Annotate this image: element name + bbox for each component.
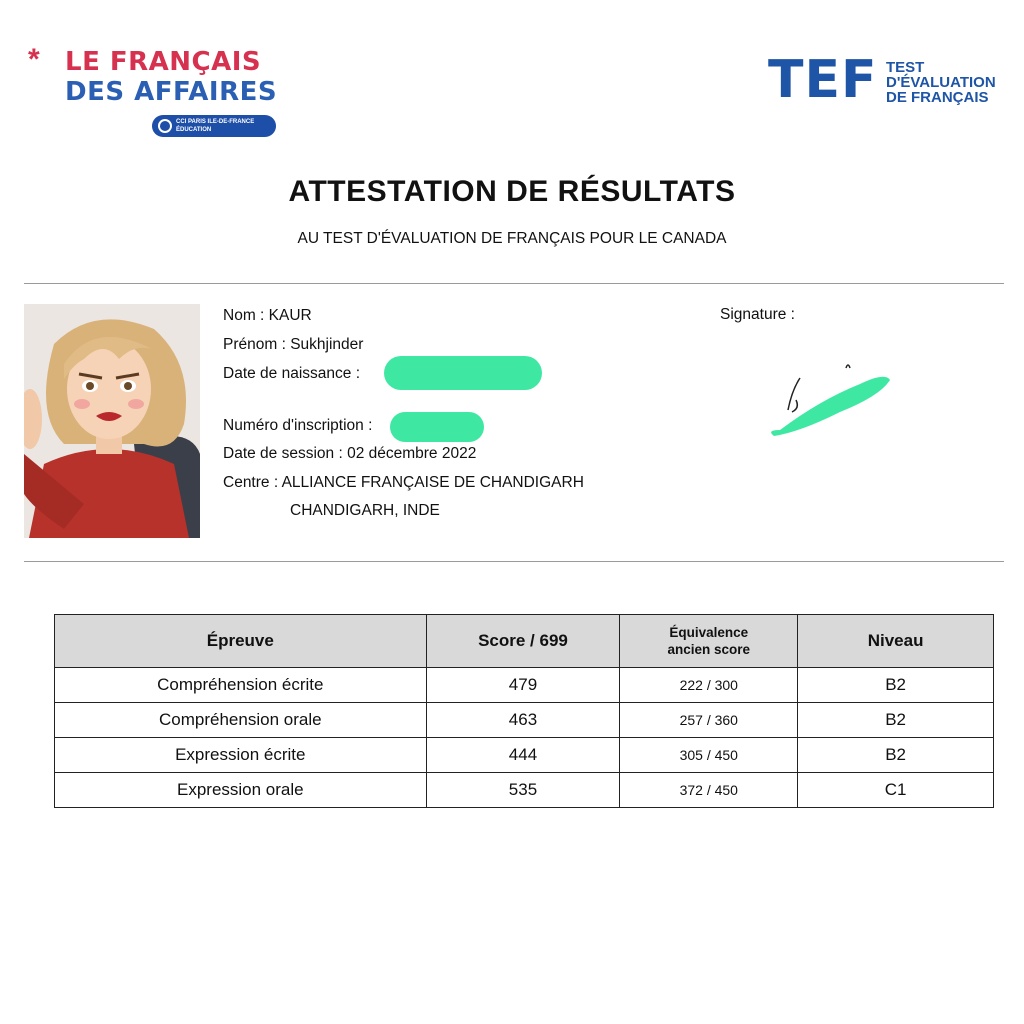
table-row (55, 738, 994, 773)
cell-epreuve: Compréhension écrite (55, 668, 427, 703)
header-equivalence (620, 615, 798, 668)
tef-logo-text (886, 60, 996, 105)
lfa-logo (28, 45, 288, 140)
document-subtitle: AU TEST D'ÉVALUATION DE FRANÇAIS POUR LE CANADA (297, 230, 727, 247)
header-niveau: Niveau (798, 615, 994, 668)
tef-logo-line2: D'ÉVALUATION (886, 74, 996, 91)
top-divider (24, 283, 1004, 284)
header-epreuve: Épreuve (55, 615, 427, 668)
cell-niveau: C1 (798, 773, 994, 808)
results-table (54, 614, 994, 808)
cell-epreuve: Expression écrite (55, 738, 427, 773)
cell-score: 479 (426, 668, 620, 703)
candidate-first-name: Prénom : Sukhjinder (223, 336, 364, 353)
cell-score: 463 (426, 703, 620, 738)
table-row (55, 703, 994, 738)
tef-logo-letters: TEF (768, 50, 878, 110)
signature-label: Signature : (720, 306, 795, 323)
document-title: ATTESTATION DE RÉSULTATS (288, 175, 736, 208)
header-score: Score / 699 (426, 615, 620, 668)
lfa-logo-line2: DES AFFAIRES (65, 77, 278, 107)
redaction-registration-number (390, 412, 484, 442)
test-centre: Centre : ALLIANCE FRANÇAISE DE CHANDIGARH (223, 474, 584, 491)
cell-equivalence: 257 / 360 (620, 703, 798, 738)
cell-score: 444 (426, 738, 620, 773)
test-centre-city: CHANDIGARH, INDE (290, 502, 440, 519)
cell-niveau: B2 (798, 738, 994, 773)
cell-equivalence: 305 / 450 (620, 738, 798, 773)
header-equivalence-line2: ancien score (667, 642, 751, 657)
tef-logo (768, 50, 1013, 116)
cell-epreuve: Expression orale (55, 773, 427, 808)
asterisk-icon: * (28, 43, 40, 76)
table-header-row (55, 615, 994, 668)
tef-logo-line3: DE FRANÇAIS (886, 89, 989, 106)
lfa-logo-line1: LE FRANÇAIS (65, 47, 262, 77)
candidate-registration-label: Numéro d'inscription : (223, 417, 373, 434)
cell-equivalence: 372 / 450 (620, 773, 798, 808)
signature-redacted-icon (760, 360, 910, 450)
candidate-avatar (24, 304, 200, 538)
table-row (55, 668, 994, 703)
cell-epreuve: Compréhension orale (55, 703, 427, 738)
session-date: Date de session : 02 décembre 2022 (223, 445, 477, 462)
cell-equivalence: 222 / 300 (620, 668, 798, 703)
candidate-name: Nom : KAUR (223, 307, 312, 324)
bottom-divider (24, 561, 1004, 562)
candidate-birth-date-label: Date de naissance : (223, 365, 361, 382)
table-row (55, 773, 994, 808)
cell-niveau: B2 (798, 668, 994, 703)
redaction-birth-date (384, 356, 542, 390)
cell-niveau: B2 (798, 703, 994, 738)
cci-logo-icon (158, 119, 172, 133)
cci-badge-text: CCI PARIS ILE-DE-FRANCE ÉDUCATION (176, 119, 255, 133)
tef-logo-line1: TEST (886, 59, 925, 76)
avatar-illustration-icon (24, 304, 200, 538)
cell-score: 535 (426, 773, 620, 808)
header-equivalence-line1: Équivalence (669, 625, 749, 640)
cci-badge (152, 115, 276, 137)
